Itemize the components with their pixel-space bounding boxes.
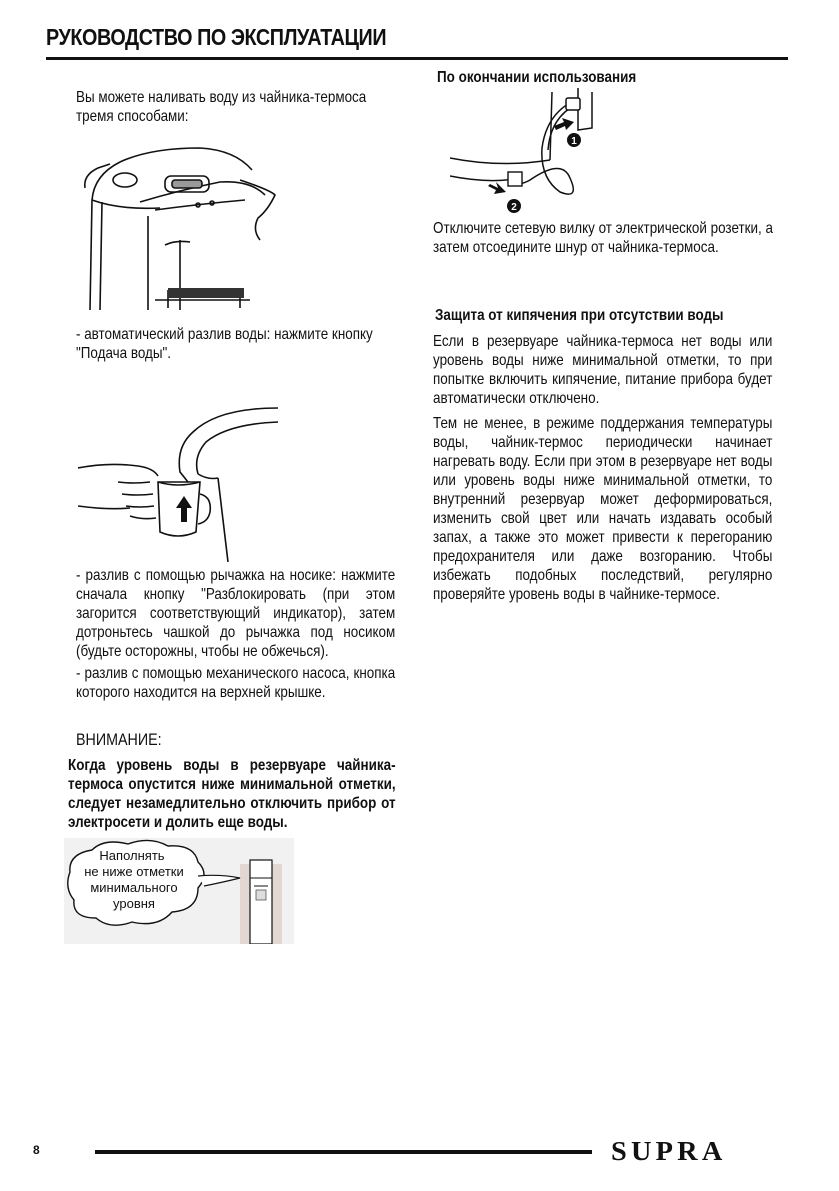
footer-divider — [95, 1150, 592, 1154]
method-lever-text: - разлив с помощью рычажка на носике: нажмите сначала кнопку "Разблокировать (при этом загорится соответствующий индикатор), затем дотроньтесь чашкой до рычажка под носиком (будьте осторожны, чтобы не обжечься). — [76, 567, 396, 660]
svg-text:1: 1 — [571, 136, 577, 147]
after-use-title: По окончании использования — [437, 69, 637, 86]
method-pump-text: - разлив с помощью механического насоса, кнопка которого находится на верхней крышке. — [76, 665, 396, 701]
svg-text:2: 2 — [511, 202, 517, 213]
dry-boil-paragraph-2: Тем не менее, в режиме поддержания температуры воды, чайник-термос периодически начинает нагревать воду. Если при этом в резервуаре нет воды или уровень воды ниже минимальной отметки, то внутренний резервуар может деформироваться, изменить свой цвет или начать издавать особый запах, а также это может привести к перегоранию предохранителя или даже возгоранию. Чтобы избежать подобных последствий, регулярно проверяйте уровень воды в чайнике-термосе. — [433, 415, 773, 603]
after-use-text: Отключите сетевую вилку от электрической розетки, а затем отсоедините шнур от чайника-термоса. — [433, 220, 773, 256]
bubble-line-2: не ниже отметки — [84, 864, 184, 879]
bubble-line-3: минимального — [90, 880, 178, 895]
page-title: РУКОВОДСТВО ПО ЭКСПЛУАТАЦИИ — [46, 24, 387, 50]
warning-text: Когда уровень воды в резервуаре чайника-термоса опустится ниже минимальной отметки, следует незамедлительно отключить прибор от электросети и долить еще воды. — [68, 757, 396, 831]
bubble-line-4: уровня — [113, 896, 155, 911]
intro-text: Вы можете наливать воду из чайника-термоса тремя способами: — [76, 89, 367, 125]
dry-boil-paragraph-1: Если в резервуаре чайника-термоса нет воды или уровень воды ниже минимальной отметки, то при попытке включить кипячение, питание прибора будет автоматически отключено. — [433, 333, 773, 407]
method-auto-text: - автоматический разлив воды: нажмите кнопку "Подача воды". — [76, 326, 373, 362]
page-number: 8 — [33, 1143, 40, 1157]
cup-lever-illustration — [78, 402, 278, 562]
header-divider — [46, 57, 788, 60]
bubble-line-1: Наполнять — [99, 848, 165, 863]
warning-title: ВНИМАНИЕ: — [76, 730, 162, 749]
brand-logo: SUPRA — [611, 1136, 727, 1166]
min-level-illustration — [64, 838, 294, 944]
kettle-top-illustration — [80, 140, 280, 310]
unplug-illustration — [450, 88, 610, 218]
dry-boil-title: Защита от кипячения при отсутствии воды — [435, 307, 724, 324]
